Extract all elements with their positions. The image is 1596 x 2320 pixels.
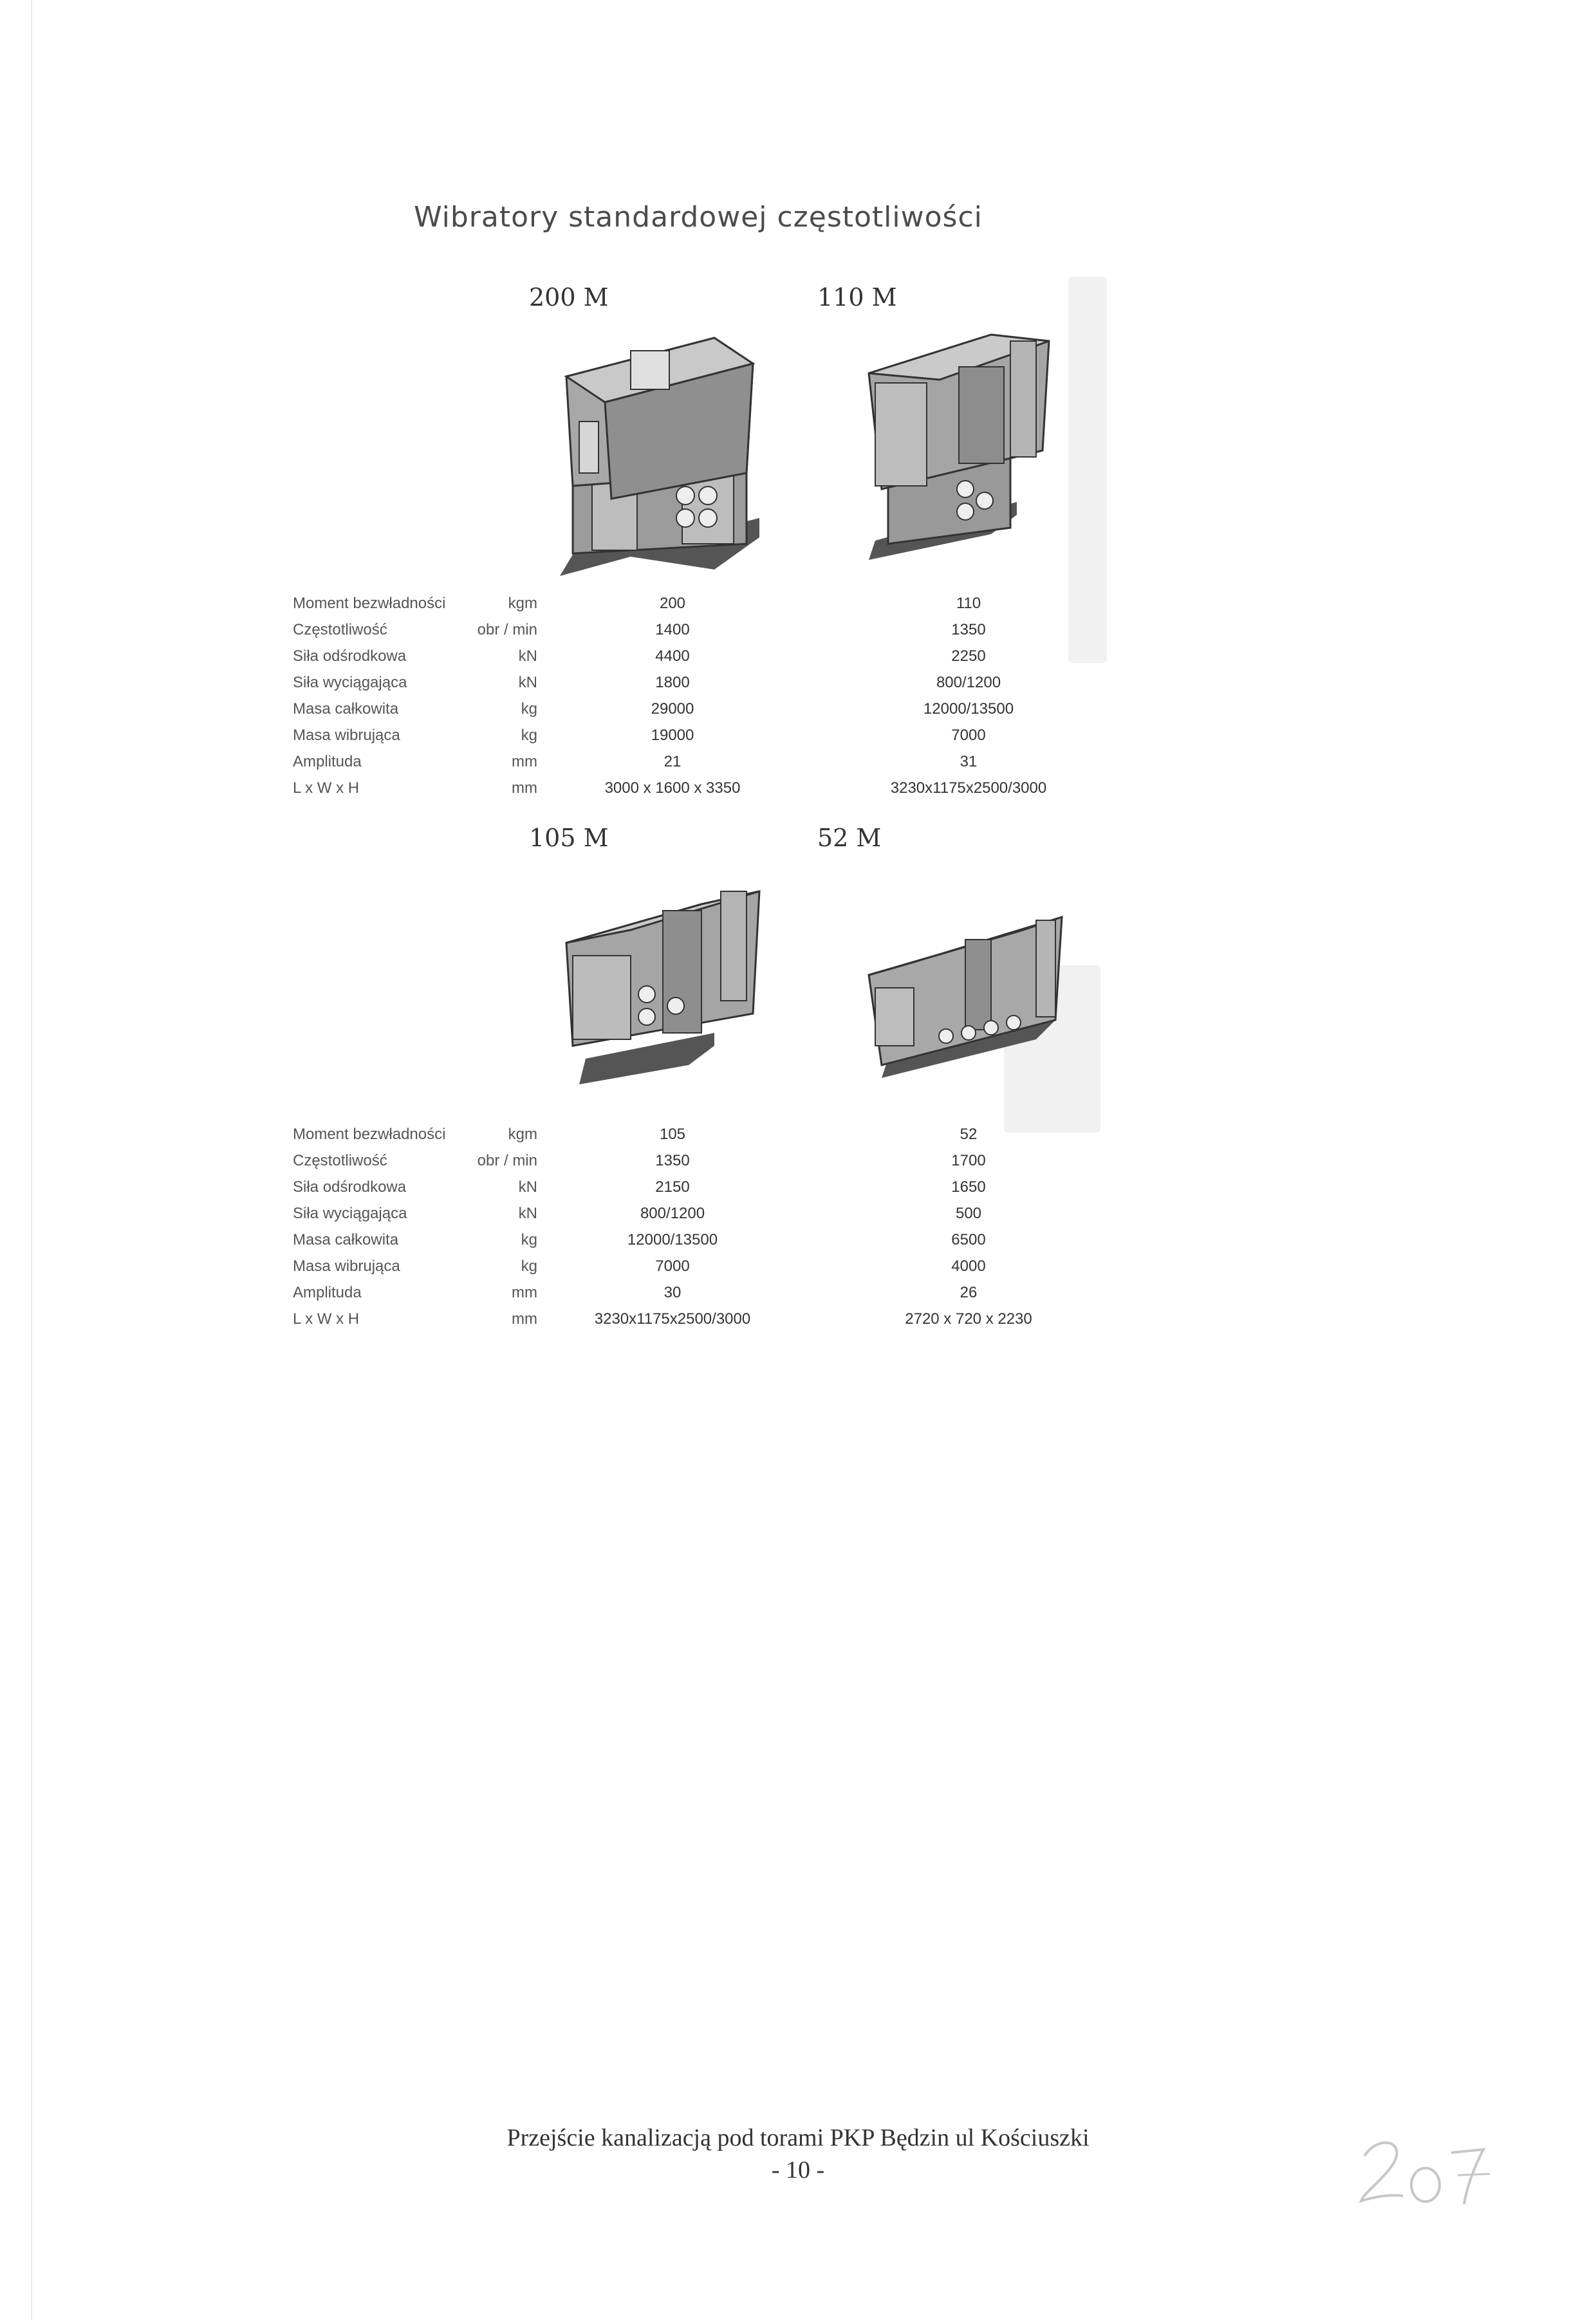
spec-name: Siła odśrodkowa — [293, 1178, 407, 1196]
spec-value-110m: 1350 — [951, 621, 986, 638]
spec-unit: obr / min — [477, 621, 537, 638]
spec-value-200m: 29000 — [651, 700, 694, 718]
spec-name: Częstotliwość — [293, 621, 387, 638]
spec-row — [293, 724, 1091, 750]
spec-table-bottom — [293, 1123, 1091, 1334]
spec-row — [293, 1281, 1091, 1308]
spec-value-105m: 30 — [663, 1284, 682, 1301]
spec-value-110m: 800/1200 — [936, 674, 1001, 691]
spec-value-52m: 4000 — [951, 1257, 986, 1275]
spec-name: Masa wibrująca — [293, 727, 400, 744]
spec-row — [293, 1123, 1091, 1149]
spec-unit: kN — [518, 1178, 537, 1196]
spec-name: Amplituda — [293, 753, 362, 770]
spec-row — [293, 1255, 1091, 1281]
model-label-200m: 200 M — [529, 283, 609, 311]
spec-name: L x W x H — [293, 779, 360, 797]
spec-value-105m: 2150 — [655, 1178, 690, 1196]
spec-name: Masa całkowita — [293, 700, 399, 718]
spec-value-52m: 6500 — [951, 1231, 986, 1248]
spec-unit: kN — [518, 647, 537, 665]
spec-row — [293, 777, 1091, 803]
spec-value-52m: 1650 — [951, 1178, 986, 1196]
spec-row — [293, 618, 1091, 645]
spec-value-200m: 1800 — [655, 674, 690, 691]
spec-row — [293, 645, 1091, 671]
spec-value-105m: 800/1200 — [640, 1205, 705, 1222]
spec-name: Częstotliwość — [293, 1152, 387, 1169]
spec-value-52m: 1700 — [951, 1152, 986, 1169]
spec-row — [293, 1229, 1091, 1255]
spec-value-105m: 7000 — [655, 1257, 690, 1275]
spec-value-105m: 12000/13500 — [627, 1231, 718, 1248]
spec-name: Masa całkowita — [293, 1231, 399, 1248]
vibrator-200m-illustration — [553, 325, 766, 582]
spec-unit: kgm — [508, 595, 537, 612]
spec-value-110m: 3230x1175x2500/3000 — [890, 779, 1047, 797]
spec-row — [293, 592, 1091, 618]
spec-value-110m: 2250 — [951, 647, 986, 665]
spec-name: Siła odśrodkowa — [293, 647, 407, 665]
spec-unit: kg — [521, 727, 537, 744]
spec-value-105m: 1350 — [655, 1152, 690, 1169]
spec-value-52m: 500 — [955, 1205, 982, 1222]
spec-row — [293, 698, 1091, 724]
spec-row — [293, 1202, 1091, 1229]
spec-row — [293, 671, 1091, 698]
spec-value-200m: 200 — [659, 595, 686, 612]
scan-edge — [31, 0, 32, 2320]
spec-unit: kgm — [508, 1126, 537, 1143]
spec-value-105m: 3230x1175x2500/3000 — [594, 1310, 751, 1328]
spec-value-200m: 21 — [663, 753, 682, 770]
spec-unit: mm — [512, 1284, 537, 1301]
model-label-52m: 52 M — [817, 824, 882, 852]
footer-title: Przejście kanalizacją pod torami PKP Będzin ul Kościuszki — [506, 2124, 1090, 2151]
spec-name: L x W x H — [293, 1310, 360, 1328]
handwritten-page-mark — [1339, 2124, 1506, 2214]
vibrator-110m-illustration — [862, 322, 1055, 566]
spec-unit: kg — [521, 1231, 537, 1248]
spec-value-52m: 2720 x 720 x 2230 — [905, 1310, 1032, 1328]
spec-value-110m: 12000/13500 — [923, 700, 1014, 718]
spec-row — [293, 1149, 1091, 1176]
spec-value-52m: 26 — [960, 1284, 978, 1301]
page-number: - 10 - — [771, 2157, 825, 2184]
spec-unit: mm — [512, 753, 537, 770]
spec-table-top — [293, 592, 1091, 803]
spec-value-200m: 19000 — [651, 727, 694, 744]
spec-name: Masa wibrująca — [293, 1257, 400, 1275]
spec-row — [293, 1308, 1091, 1334]
spec-value-200m: 4400 — [655, 647, 690, 665]
spec-value-110m: 110 — [956, 595, 981, 612]
vibrator-105m-illustration — [560, 866, 766, 1091]
spec-unit: mm — [512, 1310, 537, 1328]
vibrator-52m-illustration — [862, 891, 1068, 1084]
spec-row — [293, 750, 1091, 777]
spec-name: Siła wyciągająca — [293, 674, 407, 691]
spec-name: Moment bezwładności — [293, 1126, 446, 1143]
spec-unit: kN — [518, 1205, 537, 1222]
spec-row — [293, 1176, 1091, 1202]
spec-value-110m: 7000 — [951, 727, 986, 744]
spec-value-52m: 52 — [960, 1126, 978, 1143]
spec-unit: mm — [512, 779, 537, 797]
spec-value-200m: 3000 x 1600 x 3350 — [604, 779, 741, 797]
spec-value-200m: 1400 — [655, 621, 690, 638]
model-label-110m: 110 M — [817, 283, 897, 311]
spec-value-110m: 31 — [960, 753, 978, 770]
spec-name: Amplituda — [293, 1284, 362, 1301]
spec-unit: kN — [518, 674, 537, 691]
spec-name: Moment bezwładności — [293, 595, 446, 612]
spec-unit: obr / min — [477, 1152, 537, 1169]
page-title: Wibratory standardowej częstotliwości — [414, 201, 983, 234]
spec-value-105m: 105 — [659, 1126, 686, 1143]
spec-unit: kg — [521, 1257, 537, 1275]
spec-name: Siła wyciągająca — [293, 1205, 407, 1222]
model-label-105m: 105 M — [529, 824, 609, 852]
spec-unit: kg — [521, 700, 537, 718]
